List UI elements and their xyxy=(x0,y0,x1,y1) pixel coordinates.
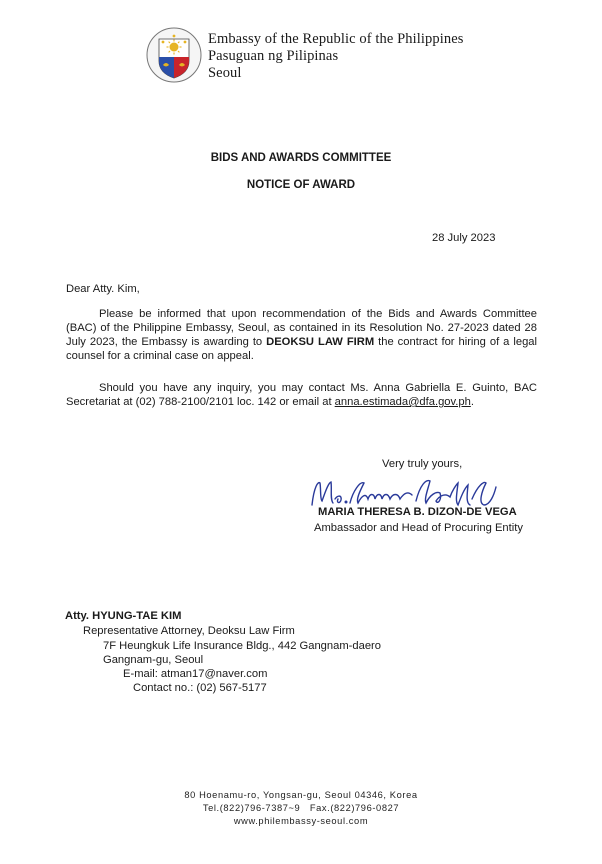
letterhead-line-3: Seoul xyxy=(208,65,242,81)
footer-website[interactable]: www.philembassy-seoul.com xyxy=(233,816,369,826)
signatory-title: Ambassador and Head of Procuring Entity xyxy=(314,522,523,534)
committee-heading: BIDS AND AWARDS COMMITTEE xyxy=(210,152,392,164)
inquiry-paragraph xyxy=(66,381,537,409)
embassy-seal xyxy=(146,27,202,83)
footer-phone: Tel.(822)796-7387~9 Fax.(822)796-0827 xyxy=(202,803,400,813)
addressee-name: Atty. HYUNG-TAE KIM xyxy=(65,610,182,622)
salutation: Dear Atty. Kim, xyxy=(66,283,140,295)
addressee-position: Representative Attorney, Deoksu Law Firm xyxy=(83,625,295,637)
award-paragraph-text-end: the contract for hiring of a legal counsel for a criminal case on appeal. xyxy=(66,336,537,362)
closing: Very truly yours, xyxy=(382,458,463,470)
signatory-name xyxy=(318,505,517,519)
philippine-seal-icon xyxy=(146,27,202,83)
addressee-email: E-mail: atman17@naver.com xyxy=(123,668,268,680)
awarded-firm: DEOKSU LAW FIRM xyxy=(266,336,375,348)
letter-date: 28 July 2023 xyxy=(432,232,496,244)
footer-address: 80 Hoenamu-ro, Yongsan-gu, Seoul 04346, Korea xyxy=(184,790,418,800)
contact-email-link[interactable]: anna.estimada@dfa.gov.ph xyxy=(334,396,471,408)
inquiry-paragraph-end: . xyxy=(470,396,474,408)
addressee-contact: Contact no.: (02) 567-5177 xyxy=(133,682,267,694)
addressee-address-1: 7F Heungkuk Life Insurance Bldg., 442 Gangnam-daero xyxy=(103,640,381,652)
signatory-name-text: MARIA THERESA B. DIZON-DE VEGA xyxy=(318,506,517,518)
inquiry-paragraph-text: Should you have any inquiry, you may contact Ms. Anna Gabriella E. Guinto, BAC Secretariat at (02) 788-2100/2101 loc. 142 or email at xyxy=(66,382,537,408)
notice-heading: NOTICE OF AWARD xyxy=(246,179,356,191)
addressee-address-2: Gangnam-gu, Seoul xyxy=(103,654,204,666)
award-paragraph xyxy=(66,307,537,363)
award-paragraph-text: Please be informed that upon recommendation of the Bids and Awards Committee (BAC) of the Philippine Embassy, Seoul, as contained in its Resolution No. 27-2023 dated 28 July 2023, the Embassy is awarding to xyxy=(66,308,537,348)
letterhead-line-2: Pasuguan ng Pilipinas xyxy=(208,48,339,64)
letterhead-line-1: Embassy of the Republic of the Philippines xyxy=(208,31,464,47)
